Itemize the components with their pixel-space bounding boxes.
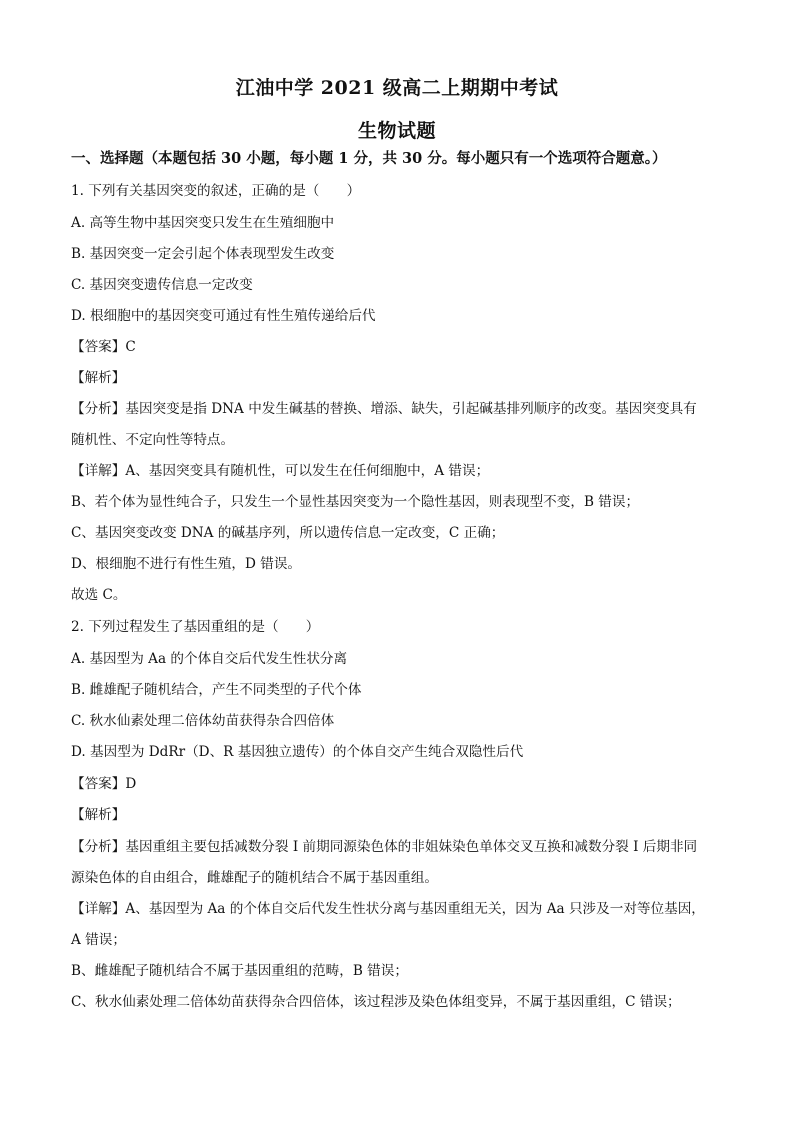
q2-detail-c: C、秋水仙素处理二倍体幼苗获得杂合四倍体，该过程涉及染色体组变异，不属于基因重组，C 错误； [71, 994, 681, 1010]
q1-analysis-label: 【解析】 [71, 370, 126, 386]
q2-detail-b: B、雌雄配子随机结合不属于基因重组的范畴，B 错误； [71, 963, 408, 979]
q2-detail-a-line-2: A 错误； [71, 932, 126, 948]
q2-analysis-label: 【解析】 [71, 807, 126, 823]
q1-detail-b: B、若个体为显性纯合子，只发生一个显性基因突变为一个隐性基因，则表现型不变，B 错误； [71, 494, 640, 510]
q1-stem: 1. 下列有关基因突变的叙述，正确的是（ ） [71, 183, 361, 199]
q1-conclusion: 故选 C。 [71, 587, 127, 603]
q1-option-d: D. 根细胞中的基因突变可通过有性生殖传递给后代 [71, 308, 376, 324]
q2-option-c: C. 秋水仙素处理二倍体幼苗获得杂合四倍体 [71, 713, 335, 729]
q2-option-d: D. 基因型为 DdRr（D、R 基因独立遗传）的个体自交产生纯合双隐性后代 [71, 744, 524, 760]
q2-stem: 2. 下列过程发生了基因重组的是（ ） [71, 619, 320, 635]
q1-option-b: B. 基因突变一定会引起个体表现型发生改变 [71, 246, 335, 262]
q1-detail-c: C、基因突变改变 DNA 的碱基序列，所以遗传信息一定改变，C 正确； [71, 525, 505, 541]
q2-analysis-line-2: 源染色体的自由组合，雌雄配子的随机结合不属于基因重组。 [71, 870, 439, 886]
q1-option-a: A. 高等生物中基因突变只发生在生殖细胞中 [71, 215, 335, 231]
q1-option-c: C. 基因突变遗传信息一定改变 [71, 277, 253, 293]
q2-option-b: B. 雌雄配子随机结合，产生不同类型的子代个体 [71, 682, 362, 698]
exam-title: 江油中学 2021 级高二上期期中考试 [235, 77, 559, 99]
q1-answer: 【答案】C [71, 339, 136, 355]
q1-analysis-line-1: 【分析】基因突变是指 DNA 中发生碱基的替换、增添、缺失，引起碱基排列顺序的改变。基因突变具有 [71, 401, 697, 417]
q2-answer: 【答案】D [71, 776, 137, 792]
q1-detail-d: D、根细胞不进行有性生殖，D 错误。 [71, 556, 302, 572]
q2-analysis-line-1: 【分析】基因重组主要包括减数分裂 I 前期同源染色体的非姐妹染色单体交叉互换和减数分裂 I 后期非同 [71, 839, 698, 855]
section-heading: 一、选择题（本题包括 30 小题，每小题 1 分，共 30 分。每小题只有一个选项符合题意。） [71, 150, 667, 167]
exam-subtitle: 生物试题 [357, 120, 436, 142]
q1-analysis-line-2: 随机性、不定向性等特点。 [71, 432, 235, 448]
q1-detail-a: 【详解】A、基因突变具有随机性，可以发生在任何细胞中，A 错误； [71, 463, 490, 479]
q2-option-a: A. 基因型为 Aa 的个体自交后代发生性状分离 [71, 651, 348, 667]
q2-detail-a-line-1: 【详解】A、基因型为 Aa 的个体自交后代发生性状分离与基因重组无关，因为 Aa 只涉及一对等位基因， [71, 901, 705, 917]
